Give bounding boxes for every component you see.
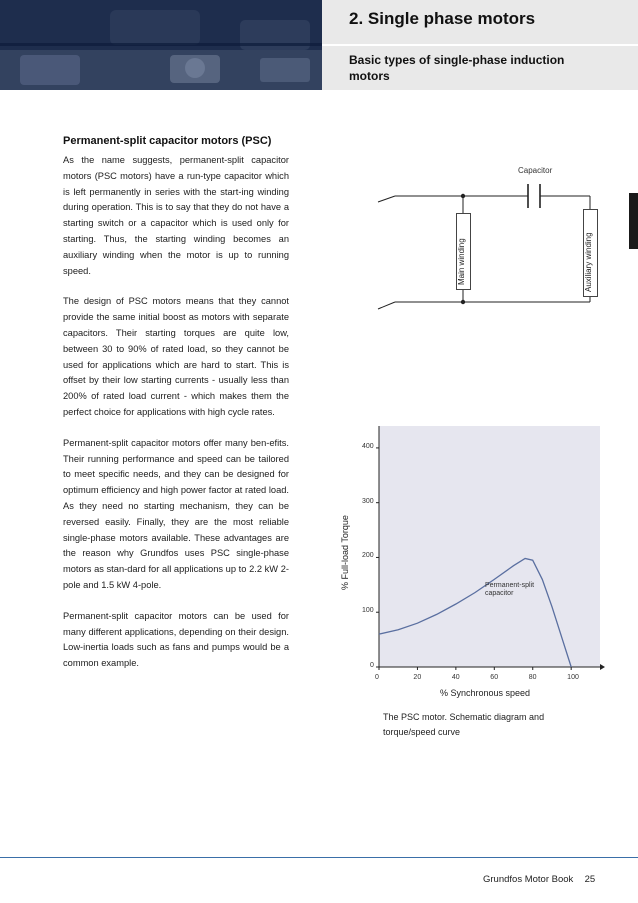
y-tick-label: 300	[362, 497, 374, 505]
capacitor-label: Capacitor	[518, 166, 553, 175]
page-number: 25	[584, 874, 596, 885]
y-tick-label: 0	[370, 662, 374, 669]
y-tick-label: 200	[362, 552, 374, 560]
x-tick-label: 60	[490, 674, 499, 681]
paragraph-4: Permanent-split capacitor motors can be used for many different applications, depending on their design. Low-inertia loads such as fans and pumps would be a common example.	[63, 610, 289, 669]
y-tick-label: 400	[362, 442, 374, 450]
footer-rule	[0, 857, 638, 858]
section-title: Permanent-split capacitor motors (PSC)	[63, 135, 272, 147]
chapter-subtitle: Basic types of single-phase induction motors	[349, 53, 565, 83]
footer-book-title: Grundfos Motor Book	[483, 874, 574, 885]
series-label: Permanent-split capacitor	[485, 582, 535, 597]
main-winding-label: Main winding	[457, 238, 466, 285]
x-tick-label: 100	[567, 674, 579, 681]
x-axis-arrow	[600, 664, 605, 670]
auxiliary-winding-label: Auxiliary winding	[584, 232, 593, 292]
paragraph-3: Permanent-split capacitor motors offer many ben-efits. Their running performance and speed can be tailored to meet specific needs, and they can be designed for optimum efficiency and high power factor at rated load. As they need no starting mechanism, they can be reversed easily. Finally, they are the most reliable single-phase motors available. These advantages are the reason why Grundfos uses PSC single-phase motors as stan-dard for all applications up to 2.2 kW 2-pole and 1.5 kW 4-pole.	[63, 437, 289, 590]
x-tick-label: 80	[528, 674, 537, 681]
footer	[483, 874, 595, 885]
y-tick-label: 100	[362, 607, 374, 615]
y-axis-label: % Full-load Torque	[340, 515, 350, 590]
paragraph-1: As the name suggests, permanent-split capacitor motors (PSC motors) have a run-type capacitor which is left permanently in series with the start-ing winding during operation. This is to say that they do not have a starting switch or a capacitor which is used only for starting. Thus, the starting winding becomes an auxiliary winding when the motor is up to running speed.	[63, 155, 289, 276]
paragraph-2: The design of PSC motors means that they cannot provide the same initial boost as motors with separate capacitors. Their starting torques are quite low, between 30 to 90% of rated load, so they cannot be used for applications which are hard to start. This is offset by their low starting currents - usually less than 200% of rated load current - which makes them the perfect choice for applications with high cycle rates.	[63, 296, 289, 417]
chapter-title: 2. Single phase motors	[349, 9, 536, 28]
x-tick-label: 20	[413, 674, 422, 681]
x-tick-label: 0	[375, 674, 379, 681]
x-axis-label: % Synchronous speed	[440, 688, 531, 698]
chart-plot-area	[379, 426, 600, 667]
x-tick-label: 40	[451, 674, 460, 681]
figure-caption: The PSC motor. Schematic diagram and torque/speed curve	[383, 712, 545, 737]
